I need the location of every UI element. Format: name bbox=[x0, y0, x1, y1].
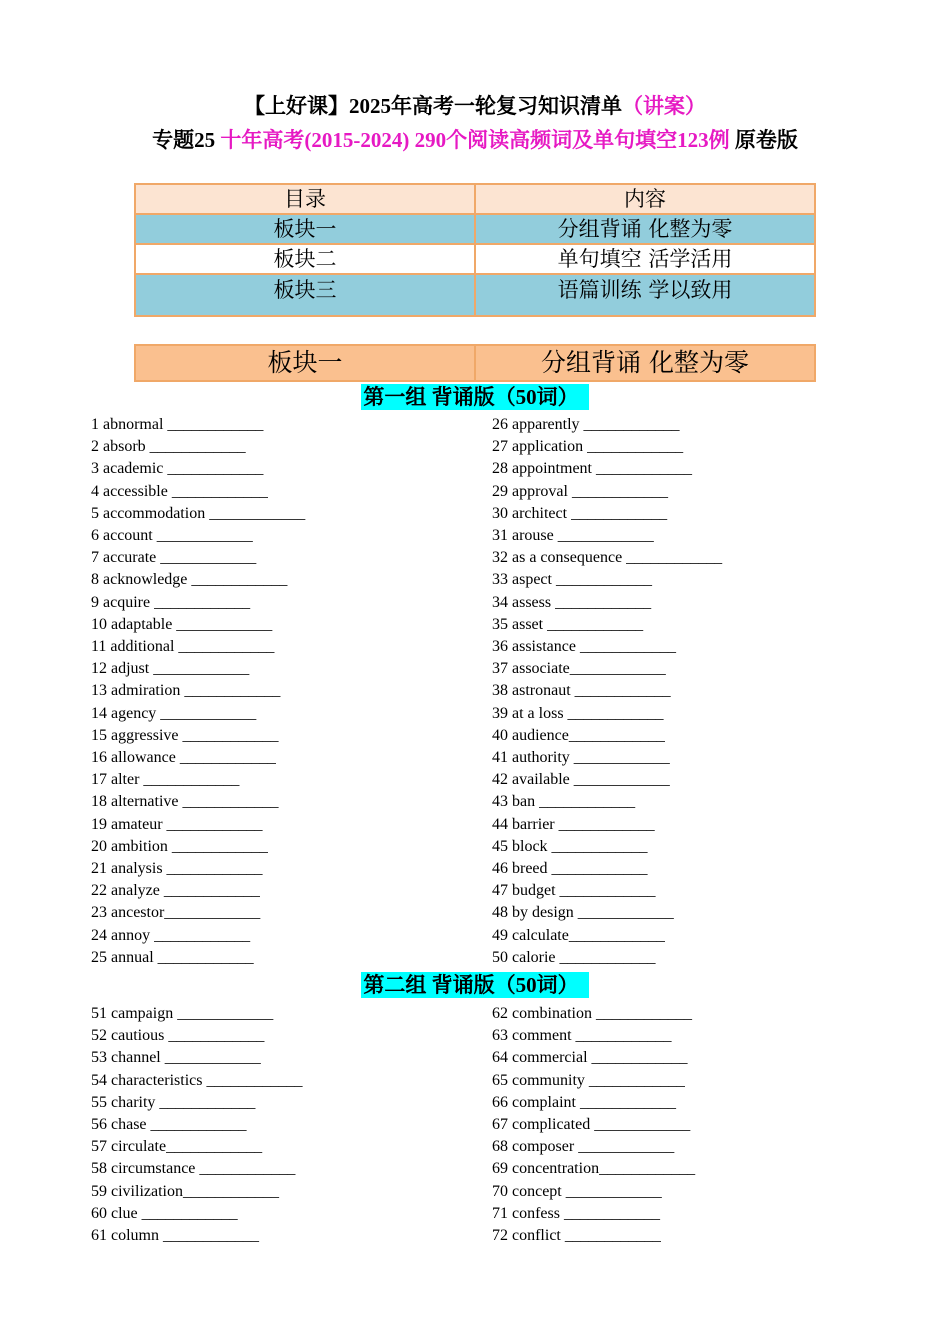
word-item: 27 application ____________ bbox=[492, 438, 684, 456]
word-item: 31 arouse ____________ bbox=[492, 527, 654, 545]
word-item: 54 characteristics ____________ bbox=[91, 1071, 303, 1089]
title-main: 【上好课】2025年高考一轮复习知识清单 bbox=[244, 94, 622, 118]
word-item: 64 commercial ____________ bbox=[492, 1049, 688, 1067]
word-item: 57 circulate____________ bbox=[91, 1138, 263, 1156]
word-item: 51 campaign ____________ bbox=[91, 1005, 274, 1022]
word-item: 71 confess ____________ bbox=[492, 1204, 660, 1222]
word-item: 2 absorb ____________ bbox=[91, 438, 246, 456]
title-accent: （讲案） bbox=[622, 94, 706, 118]
word-item: 41 authority ____________ bbox=[492, 749, 670, 767]
word-item: 29 approval ____________ bbox=[492, 482, 668, 500]
word-item: 55 charity ____________ bbox=[91, 1093, 256, 1111]
document-subtitle bbox=[0, 124, 950, 156]
word-item: 11 additional ____________ bbox=[91, 638, 275, 656]
section-name: 板块一 bbox=[135, 345, 475, 381]
word-item: 50 calorie ____________ bbox=[492, 948, 656, 966]
word-item: 9 acquire ____________ bbox=[91, 593, 251, 611]
word-item: 7 accurate ____________ bbox=[91, 549, 257, 567]
table-of-contents bbox=[134, 183, 816, 317]
word-item: 17 alter ____________ bbox=[91, 771, 240, 789]
word-item: 13 admiration ____________ bbox=[91, 682, 281, 700]
subtitle-accent: 十年高考(2015-2024) 290个阅读高频词及单句填空123例 bbox=[220, 128, 730, 152]
word-item: 30 architect ____________ bbox=[492, 504, 668, 522]
word-item: 25 annual ____________ bbox=[91, 948, 254, 966]
word-item: 24 annoy ____________ bbox=[91, 926, 251, 944]
word-item: 53 channel ____________ bbox=[91, 1049, 261, 1067]
word-item: 49 calculate____________ bbox=[492, 926, 665, 944]
word-item: 42 available ____________ bbox=[492, 771, 670, 789]
word-item: 10 adaptable ____________ bbox=[91, 615, 273, 633]
word-item: 22 analyze ____________ bbox=[91, 882, 260, 900]
word-item: 35 asset ____________ bbox=[492, 615, 644, 633]
word-item: 46 breed ____________ bbox=[492, 860, 648, 878]
toc-row bbox=[135, 214, 815, 244]
word-item: 61 column ____________ bbox=[91, 1227, 259, 1245]
toc-header-cell: 内容 bbox=[475, 184, 815, 214]
toc-cell: 板块一 bbox=[135, 214, 475, 244]
section-header bbox=[134, 344, 816, 382]
word-item: 8 acknowledge ____________ bbox=[91, 571, 288, 589]
word-item: 37 associate____________ bbox=[492, 660, 666, 678]
word-list-right bbox=[492, 1003, 695, 1247]
word-item: 58 circumstance ____________ bbox=[91, 1160, 296, 1178]
word-item: 60 clue ____________ bbox=[91, 1204, 238, 1222]
word-item: 33 aspect ____________ bbox=[492, 571, 652, 589]
word-item: 68 composer ____________ bbox=[492, 1138, 675, 1156]
word-item: 34 assess ____________ bbox=[492, 593, 652, 611]
word-item: 67 complicated ____________ bbox=[492, 1116, 691, 1134]
word-item: 40 audience____________ bbox=[492, 726, 665, 744]
word-list-left bbox=[91, 1003, 303, 1247]
word-item: 62 combination ____________ bbox=[492, 1005, 692, 1022]
group-title: 第二组 背诵版（50词） bbox=[361, 972, 588, 998]
word-item: 20 ambition ____________ bbox=[91, 837, 268, 855]
section-desc: 分组背诵 化整为零 bbox=[475, 345, 815, 381]
toc-row bbox=[135, 274, 815, 316]
group-title: 第一组 背诵版（50词） bbox=[361, 384, 588, 410]
word-item: 36 assistance ____________ bbox=[492, 638, 676, 656]
word-item: 6 account ____________ bbox=[91, 527, 253, 545]
word-item: 15 aggressive ____________ bbox=[91, 726, 279, 744]
word-item: 5 accommodation ____________ bbox=[91, 504, 306, 522]
toc-header-cell: 目录 bbox=[135, 184, 475, 214]
toc-cell: 板块三 bbox=[135, 274, 475, 316]
word-item: 1 abnormal ____________ bbox=[91, 416, 264, 433]
word-item: 39 at a loss ____________ bbox=[492, 704, 664, 722]
word-item: 12 adjust ____________ bbox=[91, 660, 250, 678]
toc-cell: 单句填空 活学活用 bbox=[475, 244, 815, 274]
toc-cell: 分组背诵 化整为零 bbox=[475, 214, 815, 244]
word-list-left bbox=[91, 414, 305, 969]
word-item: 28 appointment ____________ bbox=[492, 460, 692, 478]
word-item: 45 block ____________ bbox=[492, 837, 648, 855]
word-item: 19 amateur ____________ bbox=[91, 815, 263, 833]
word-item: 3 academic ____________ bbox=[91, 460, 264, 478]
word-item: 23 ancestor____________ bbox=[91, 904, 261, 922]
word-item: 66 complaint ____________ bbox=[492, 1093, 676, 1111]
toc-cell: 语篇训练 学以致用 bbox=[475, 274, 815, 316]
toc-header-row bbox=[135, 184, 815, 214]
word-item: 14 agency ____________ bbox=[91, 704, 257, 722]
subtitle-suffix: 原卷版 bbox=[729, 128, 798, 152]
word-item: 65 community ____________ bbox=[492, 1071, 685, 1089]
word-item: 21 analysis ____________ bbox=[91, 860, 263, 878]
word-item: 16 allowance ____________ bbox=[91, 749, 276, 767]
word-item: 59 civilization____________ bbox=[91, 1182, 279, 1200]
document-title bbox=[0, 90, 950, 122]
section-header-row bbox=[135, 345, 815, 381]
toc-cell: 板块二 bbox=[135, 244, 475, 274]
word-item: 56 chase ____________ bbox=[91, 1116, 247, 1134]
word-item: 72 conflict ____________ bbox=[492, 1227, 661, 1245]
group-heading bbox=[0, 970, 950, 1000]
word-item: 48 by design ____________ bbox=[492, 904, 674, 922]
word-item: 47 budget ____________ bbox=[492, 882, 656, 900]
word-item: 18 alternative ____________ bbox=[91, 793, 279, 811]
word-item: 52 cautious ____________ bbox=[91, 1027, 265, 1045]
word-item: 4 accessible ____________ bbox=[91, 482, 268, 500]
word-list-right bbox=[492, 414, 722, 969]
word-item: 26 apparently ____________ bbox=[492, 416, 680, 433]
word-item: 32 as a consequence ____________ bbox=[492, 549, 723, 567]
word-item: 43 ban ____________ bbox=[492, 793, 636, 811]
word-item: 63 comment ____________ bbox=[492, 1027, 672, 1045]
word-item: 69 concentration____________ bbox=[492, 1160, 696, 1178]
group-heading bbox=[0, 382, 950, 412]
toc-row bbox=[135, 244, 815, 274]
word-item: 38 astronaut ____________ bbox=[492, 682, 671, 700]
word-item: 70 concept ____________ bbox=[492, 1182, 662, 1200]
subtitle-prefix: 专题25 bbox=[152, 128, 221, 152]
word-item: 44 barrier ____________ bbox=[492, 815, 655, 833]
